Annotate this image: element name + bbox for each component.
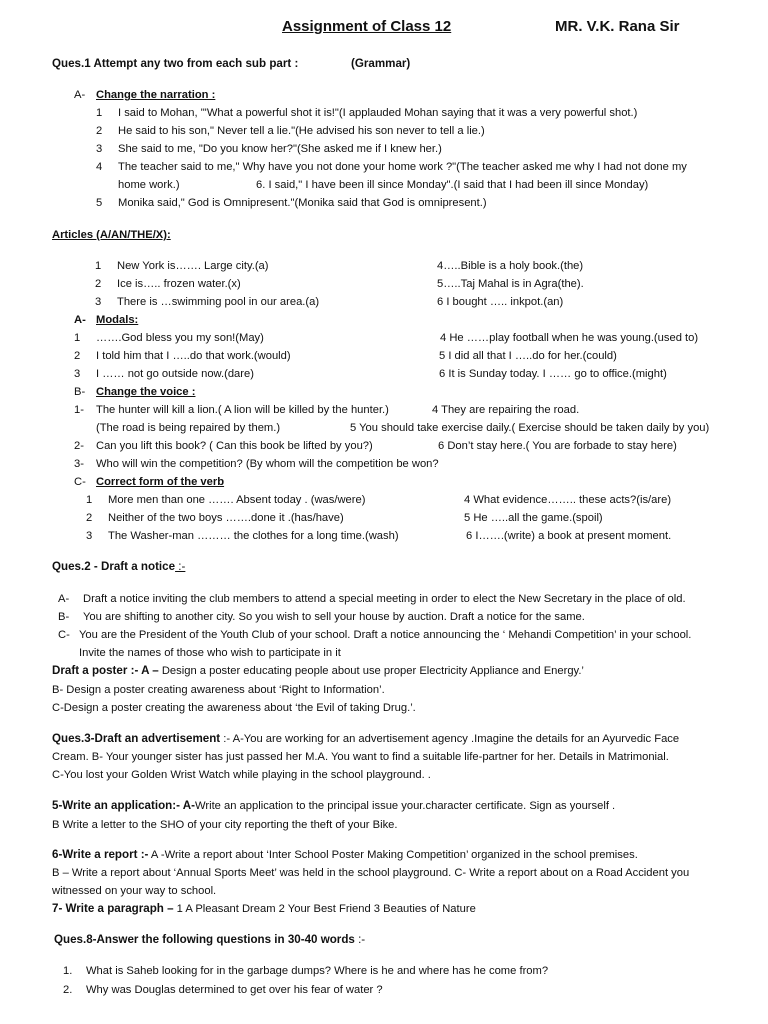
page-title: Assignment of Class 12 [282,18,452,35]
list-item-number: 3 [95,296,102,308]
poster-line-a: Draft a poster :- A – Design a poster educating people about use proper Electricity Appliance and Energy.’ [52,664,584,677]
q8-heading: Ques.8-Answer the following questions in 30-40 words :- [54,933,366,946]
list-item-number: 1. [63,965,73,977]
list-item-marker: C- [58,629,70,641]
q6-line-1: 6-Write a report :- A -Write a report about ‘Inter School Poster Making Competition’ organized in the school premises. [52,848,638,861]
voice-marker: B- [74,386,86,398]
narration-marker: A- [74,89,86,101]
voice-title: Change the voice : [96,386,196,398]
list-item: There is …swimming pool in our area.(a) [117,296,320,308]
narration-title: Change the narration : [96,89,216,101]
verb-marker: C- [74,476,86,488]
list-item: (The road is being repaired by them.) [96,422,281,434]
list-item: 6 I bought ….. inkpot.(an) [437,296,564,308]
poster-line-c: C-Design a poster creating the awareness about ‘the Evil of taking Drug.’. [52,702,416,714]
list-item-number: 2 [86,512,93,524]
list-item-number: 2- [74,440,84,452]
list-item: 4 They are repairing the road. [432,404,580,416]
list-item: home work.) [118,179,180,191]
list-item: 4…..Bible is a holy book.(the) [437,260,584,272]
q1-tag: (Grammar) [351,57,411,70]
q3-line-1: Ques.3-Draft an advertisement :- A-You are working for an advertisement agency .Imagine the details for an Ayurvedic Face [52,732,680,745]
list-item-marker: B- [58,611,70,623]
articles-title: Articles (A/AN/THE/X): [52,229,171,241]
list-item-number: 2 [95,278,102,290]
list-item: Can you lift this book? ( Can this book be lifted by you?) [96,440,373,452]
q2-heading: Ques.2 - Draft a notice :- [52,560,186,573]
list-item: 6 Don’t stay here.( You are forbade to stay here) [438,440,677,452]
list-item-number: 3- [74,458,84,470]
list-item-number: 2 [96,125,103,137]
q1-heading: Ques.1 Attempt any two from each sub part : [52,57,299,70]
list-item-number: 2 [74,350,81,362]
list-item-number: 1 [74,332,81,344]
list-item: Monika said," God is Omnipresent."(Monika said that God is omnipresent.) [118,197,487,209]
list-item-number: 5 [96,197,103,209]
list-item-number: 2. [63,984,73,996]
list-item: …….God bless you my son!(May) [96,332,264,344]
list-item: What is Saheb looking for in the garbage dumps? Where is he and where has he come from? [86,965,549,977]
verb-title: Correct form of the verb [96,476,225,488]
teacher-name: MR. V.K. Rana Sir [555,18,680,35]
q6-line-2: B – Write a report about ‘Annual Sports Meet’ was held in the school playground. C- Write a report about on a Road Accident you [52,867,690,879]
list-item: 6 I…….(write) a book at present moment. [466,530,672,542]
list-item-marker: A- [58,593,70,605]
list-item: New York is……. Large city.(a) [117,260,269,272]
list-item: Why was Douglas determined to get over his fear of water ? [86,984,383,996]
q3-line-2: Cream. B- Your younger sister has just passed her M.A. You want to find a suitable life-partner for her. Details in Matrimonial. [52,751,669,763]
list-item-number: 3 [86,530,93,542]
list-item: Ice is….. frozen water.(x) [117,278,241,290]
list-item-number: 1 [95,260,102,272]
list-item: 5…..Taj Mahal is in Agra(the). [437,278,584,290]
list-item: I told him that I …..do that work.(would) [96,350,291,362]
q3-line-3: C-You lost your Golden Wrist Watch while playing in the school playground. . [52,769,431,781]
list-item: More men than one ……. Absent today . (was/were) [108,494,366,506]
q7-line: 7- Write a paragraph – 1 A Pleasant Dream 2 Your Best Friend 3 Beauties of Nature [52,902,476,915]
list-item: You are shifting to another city. So you wish to sell your house by auction. Draft a notice for the same. [83,611,585,623]
list-item-number: 1- [74,404,84,416]
list-item-number: 1 [96,107,103,119]
list-item: He said to his son," Never tell a lie."(He advised his son never to tell a lie.) [118,125,485,137]
list-item-number: 4 [96,161,103,173]
list-item: 5 He …..all the game.(spoil) [464,512,603,524]
list-item-number: 3 [74,368,81,380]
list-item: Who will win the competition? (By whom will the competition be won? [96,458,439,470]
list-item: The hunter will kill a lion.( A lion will be killed by the hunter.) [96,404,389,416]
modals-title: Modals: [96,314,139,326]
list-item: You are the President of the Youth Club of your school. Draft a notice announcing the ‘ Mehandi Competition’ in your school. [79,629,692,641]
list-item: Invite the names of those who wish to participate in it [79,647,341,659]
list-item-number: 1 [86,494,93,506]
list-item: The teacher said to me," Why have you not done your home work ?"(The teacher asked me why I had not done my [118,161,687,173]
list-item: I …… not go outside now.(dare) [96,368,254,380]
list-item: 5 You should take exercise daily.( Exercise should be taken daily by you) [350,422,710,434]
list-item-number: 3 [96,143,103,155]
list-item: 4 He ……play football when he was young.(used to) [440,332,699,344]
list-item: Draft a notice inviting the club members to attend a special meeting in order to elect the New Secretary in the place of old. [83,593,686,605]
modals-marker: A- [74,314,86,326]
list-item: Neither of the two boys …….done it .(has/have) [108,512,344,524]
list-item: She said to me, "Do you know her?"(She asked me if I knew her.) [118,143,442,155]
list-item: The Washer-man ……… the clothes for a long time.(wash) [108,530,399,542]
list-item: 5 I did all that I …..do for her.(could) [439,350,617,362]
list-item: 6 It is Sunday today. I …… go to office.(might) [439,368,667,380]
list-item: 4 What evidence…….. these acts?(is/are) [464,494,672,506]
list-item: 6. I said," I have been ill since Monday".(I said that I had been ill since Monday) [256,179,649,191]
q5-line-2: B Write a letter to the SHO of your city reporting the theft of your Bike. [52,819,398,831]
poster-line-b: B- Design a poster creating awareness about ‘Right to Information’. [52,684,385,696]
list-item: I said to Mohan, "'What a powerful shot it is!"(I applauded Mohan saying that it was a very powerful shot.) [118,107,638,119]
q5-line-1: 5-Write an application:- A-Write an application to the principal issue your.character certificate. Sign as yourself . [52,799,616,812]
q6-line-3: witnessed on your way to school. [52,885,217,897]
